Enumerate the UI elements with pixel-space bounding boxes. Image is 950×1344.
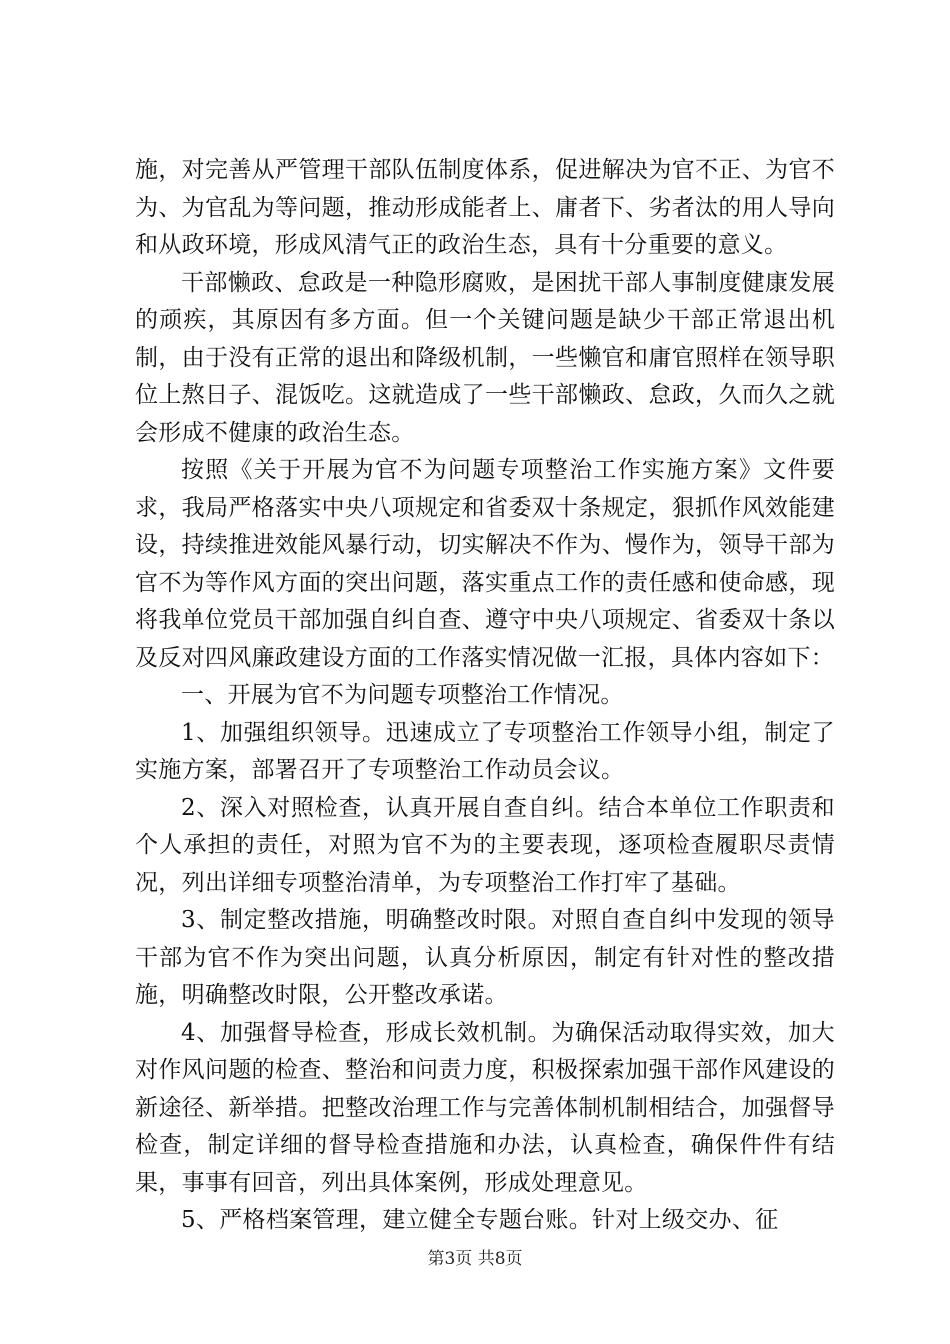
list-item-5: 5、严格档案管理，建立健全专题台账。针对上级交办、征 (181, 1207, 779, 1233)
list-item-4: 4、加强督导检查，形成长效机制。为确保活动取得实效，加大对作风问题的检查、整治和问责力度，积极探索加强干部作风建设的新途径、新举措。把整改治理工作与完善体制机制相结合，加强督导检查，制定详细的督导检查措施和办法，认真检查，确保件件有结果，事事有回音，列出具体案例，形成处理意见。 (135, 1019, 835, 1196)
paragraph-requirements: 按照《关于开展为官不为问题专项整治工作实施方案》文件要求，我局严格落实中央八项规定和省委双十条规定，狠抓作风效能建设，持续推进效能风暴行动，切实解决不作为、慢作为，领导干部为官不为等作风方面的突出问题，落实重点工作的责任感和使命感，现将我单位党员干部加强自纠自查、遵守中央八项规定、省委双十条以及反对四风廉政建设方面的工作落实情况做一汇报，具体内容如下： (135, 457, 835, 671)
section-heading-1: 一、开展为官不为问题专项整治工作情况。 (181, 682, 624, 708)
list-item-3: 3、制定整改措施，明确整改时限。对照自查自纠中发现的领导干部为官不作为突出问题，认真分析原因，制定有针对性的整改措施，明确整改时限，公开整改承诺。 (135, 907, 835, 1008)
page-number-footer: 第3页 共8页 (427, 1249, 523, 1269)
list-item-2: 2、深入对照检查，认真开展自查自纠。结合本单位工作职责和个人承担的责任，对照为官不为的主要表现，逐项检查履职尽责情况，列出详细专项整治清单，为专项整治工作打牢了基础。 (135, 794, 835, 896)
list-item-1: 1、加强组织领导。迅速成立了专项整治工作领导小组，制定了实施方案，部署召开了专项整治工作动员会议。 (135, 719, 835, 783)
paragraph-lazy-governance: 干部懒政、怠政是一种隐形腐败，是困扰干部人事制度健康发展的顽疾，其原因有多方面。但一个关键问题是缺少干部正常退出机制，由于没有正常的退出和降级机制，一些懒官和庸官照样在领导职位上熬日子、混饭吃。这就造成了一些干部懒政、怠政，久而久之就会形成不健康的政治生态。 (135, 269, 835, 446)
paragraph-continuation: 施，对完善从严管理干部队伍制度体系，促进解决为官不正、为官不为、为官乱为等问题，推动形成能者上、庸者下、劣者汰的用人导向和从政环境，形成风清气正的政治生态，具有十分重要的意义。 (135, 157, 835, 258)
document-body (135, 152, 835, 1240)
